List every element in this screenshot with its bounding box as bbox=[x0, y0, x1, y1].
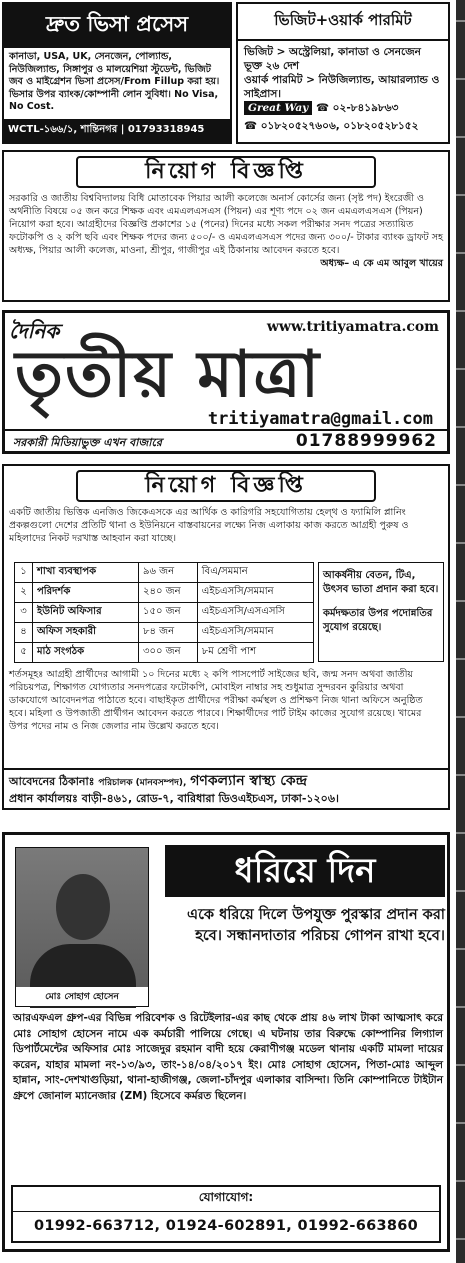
edge-tick bbox=[456, 658, 465, 660]
visa-ad-footer: WCTL-১৬৬/১, শান্তিনগর | 01793318945 bbox=[4, 119, 230, 142]
post-count: ৮৪ জন bbox=[139, 623, 198, 643]
edge-tick bbox=[456, 890, 465, 892]
edge-tick bbox=[456, 426, 465, 428]
organization-name: গণকল্যান স্বাস্থ্য কেন্দ্র bbox=[190, 773, 308, 789]
visa-ad-title: দ্রুত ভিসা প্রসেস bbox=[4, 4, 230, 48]
edge-tick bbox=[456, 368, 465, 370]
email-address: tritiyamatra@gmail.com bbox=[207, 409, 433, 429]
notice-text: সরকারি ও জাতীয় বিশ্ববিদ্যালয় বিধি মোতাবেক পিয়ার আলী কলেজে অনার্স কোর্সের জন্য (সৃষ্ট পদ) ইংরেজী ও অর্থনীতি বিষয়ে ০৫ জন করে শিক্ষক এবং এমএলএসএস (পিয়ন) এর শূণ্য পদে ০২ জন এমএলএসএস (পিয়ন) নিয়োগ করা হবে। আগ্রহীদের বিজ্ঞপ্তি প্রকাশের ১৫ (পনের) দিনের মধ্যে সকল পরীক্ষার সনদ পত্রের সত্যায়িত ফটোকপি ও ২ কপি ছবি এবং শিক্ষক পদের জন্য ৫০০/- ও এমএলএসএস পদের জন্য ৩০০/- টাকার ব্যাংক ড্রাফট সহ অধ্যক্ষ, পিয়ার আলী কলেজ, মাওনা, শ্রীপুর, গাজীপুর এই ঠিকানায় আবেদন করতে হবে। bbox=[9, 193, 444, 256]
dainik-bottom-bar bbox=[5, 429, 447, 451]
posts-table bbox=[14, 562, 314, 663]
reward-text: একে ধরিয়ে দিলে উপযুক্ত পুরস্কার প্রদান করা হবে। সন্ধানদাতার পরিচয় গোপন রাখা হবে। bbox=[187, 907, 445, 944]
post-row bbox=[15, 603, 314, 623]
edge-tick bbox=[456, 310, 465, 312]
contact-box bbox=[11, 1185, 441, 1243]
edge-tick bbox=[456, 78, 465, 80]
edge-tick bbox=[456, 948, 465, 950]
visit-ad-phone-a: ☎ ০২-৮৪১৯৮৬৩ bbox=[315, 102, 399, 114]
address-label: আবেদনের ঠিকানাঃ bbox=[9, 775, 95, 788]
post-row bbox=[15, 623, 314, 643]
post-name: ইউনিট অফিসার bbox=[33, 603, 139, 623]
post-name: অফিস সহকারী bbox=[33, 623, 139, 643]
newspaper-logo: তৃতীয় মাত্রা bbox=[15, 337, 322, 412]
post-row bbox=[15, 563, 314, 583]
post-qualification: ৮ম শ্রেণী পাশ bbox=[197, 643, 313, 663]
visa-ad-body: কানাডা, USA, UK, সেনজেন, পোল্যান্ড, নিউজিল্যান্ড, সিঙ্গাপুর ও মালয়েশিয়া স্টুডেন্ট, ভিজিট জব ও মাইগ্রেশন ভিসা প্রসেস/From Fillup করা হয়। ভিসার উপর ব্যাংক/কোম্পানী লোন সুবিধা। No Visa, No Cost. bbox=[9, 51, 220, 112]
notice-body bbox=[4, 190, 448, 272]
great-way-logo: Great Way bbox=[244, 101, 312, 115]
visit-ad-line2: ওয়ার্ক পারমিট > নিউজিল্যান্ড, আয়ারল্যান্ড ও সাইপ্রাস। bbox=[244, 74, 440, 100]
notice-signer: অধ্যক্ষ– এ কে এম আবুল খায়ের bbox=[320, 258, 443, 269]
photo-caption: মোঃ সোহাগ হোসেন bbox=[16, 987, 148, 1006]
post-name: মাঠ সংগঠক bbox=[33, 643, 139, 663]
visit-ad-brand-row bbox=[244, 101, 442, 115]
post-serial: ২ bbox=[15, 583, 33, 603]
wanted-headline: ধরিয়ে দিন bbox=[165, 845, 445, 897]
notice-banner: নিয়োগ বিজ্ঞপ্তি bbox=[76, 156, 376, 188]
edge-tick bbox=[456, 1064, 465, 1066]
recruitment-notice-ngo bbox=[2, 464, 450, 810]
visit-ad-line1: ভিজিট > অস্ট্রেলিয়া, কানাডা ও সেনজেন ভূক্ত ২৬ দেশ bbox=[244, 46, 421, 72]
post-serial: ৪ bbox=[15, 623, 33, 643]
tritiya-matra-ad bbox=[2, 310, 450, 454]
website-url: www.tritiyamatra.com bbox=[266, 319, 439, 335]
edge-tick bbox=[456, 1122, 465, 1124]
application-address bbox=[4, 768, 448, 808]
post-serial: ১ bbox=[15, 563, 33, 583]
edge-tick bbox=[456, 1180, 465, 1182]
wanted-story: আরএফএল গ্রুপ-এর বিভিন্ন পরিবেশক ও রিটেইলার-এর কাছ থেকে প্রায় ৪৬ লাখ টাকা আত্মসাৎ করে মোঃ সোহাগ হোসেন নামে এক কর্মচারী পালিয়ে গেছে। এ ঘটনায় তার বিরুদ্ধে কোম্পানির লিগ্যাল ডিপার্টমেন্টের অফিসার মোঃ সাজেদুর রহমান বাদী হয়ে কেরাণীগঞ্জ মডেল থানায় একটি মামলা দায়ের করেন, যাহার মামলা নং-১৩/৯৩, তাং-১৪/০৪/২০১৭ ইং। মোঃ সোহাগ হোসেন, পিতা-মোঃ আব্দুল হান্নান, সাং-দেশখাগুড়িয়া, থানা-হাজীগঞ্জ, জেলা-চাঁদপুর এলাকার বাসিন্দা। তিনি কোম্পানিতে টাইটান গ্রুপে জোনাল ম্যানেজার (ZM) হিসেবে কর্মরত ছিলেন। bbox=[13, 1012, 443, 1102]
benefit-salary: আকর্ষনীয় বেতন, টিএ, উৎসব ভাতা প্রদান করা হবে। bbox=[323, 570, 439, 595]
post-count: ১৫০ জন bbox=[139, 603, 198, 623]
edge-tick bbox=[456, 600, 465, 602]
notice-banner: নিয়োগ বিজ্ঞপ্তি bbox=[76, 470, 376, 502]
edge-tick bbox=[456, 716, 465, 718]
post-name: পরিদর্শক bbox=[33, 583, 139, 603]
benefits-box bbox=[318, 562, 444, 662]
contact-numbers: 01992-663712, 01924-602891, 01992-663860 bbox=[33, 1218, 419, 1234]
visit-ad-body bbox=[238, 41, 448, 119]
benefit-promotion: কর্মদক্ষতার উপর পদোন্নতির সুযোগ রয়েছে। bbox=[323, 608, 433, 633]
edge-tick bbox=[456, 774, 465, 776]
post-serial: ৫ bbox=[15, 643, 33, 663]
notice-terms: শর্তসমূহঃ আগ্রহী প্রার্থীদের আগামী ১০ দিনের মধ্যে ২ কপি পাসপোর্ট সাইজের ছবি, জন্ম সনদ অথবা জাতীয় পরিচয়পত্র, শিক্ষাগত যোগ্যতার সনদপত্রের ফটোকপি, মোবাইল নাম্বার সহ শুধুমাত্র সুন্দরবন কুরিয়ার অথবা ডাকযোগে আবেদনপত্র পাঠাতে হবে। বাছাইকৃত প্রার্থীদের পরীক্ষা কর্মস্থল ও প্রশিক্ষণ নিজ থানা অফিসে অনুষ্ঠিত হবে। মহিলা ও উপজাতী প্রার্থীগন আবেদন করতে পারবে। শিক্ষার্থীদের পার্ট টাইম কাজের সুযোগ রয়েছে। খামের উপর পদের নাম ও নিজ জেলার নাম উল্লেখ করতে হবে। bbox=[9, 669, 423, 732]
dainik-slogan: সরকারী মিডিয়াভুক্ত এখন বাজারে bbox=[13, 436, 162, 449]
post-row bbox=[15, 643, 314, 663]
edge-tick bbox=[456, 832, 465, 834]
edge-tick bbox=[456, 542, 465, 544]
visit-ad-phones: ☎ ০১৮২০৫২৭৬০৬, ০১৮২০৫২৮১৫২ bbox=[244, 120, 419, 132]
edge-tick bbox=[456, 1238, 465, 1240]
visa-process-ad bbox=[2, 2, 232, 144]
edge-tick bbox=[456, 20, 465, 22]
wanted-notice bbox=[2, 832, 450, 1252]
post-name: শাখা ব্যবস্থাপক bbox=[33, 563, 139, 583]
address-to: পরিচালক (মানবসম্পদ), bbox=[98, 778, 187, 788]
photo-head-shape bbox=[56, 874, 110, 940]
edge-tick bbox=[456, 194, 465, 196]
post-row bbox=[15, 583, 314, 603]
edge-tick bbox=[456, 484, 465, 486]
post-qualification: বিএ/সমমান bbox=[197, 563, 313, 583]
post-qualification: এইচএসসি/সমমান bbox=[197, 623, 313, 643]
post-count: ৯৬ জন bbox=[139, 563, 198, 583]
post-count: ৩০০ জন bbox=[139, 643, 198, 663]
post-qualification: এইচএসসি/এসএসসি bbox=[197, 603, 313, 623]
head-office: প্রধান কার্যালয়ঃ বাড়ী-৪৬১, রোড-৭, বারিধারা ডিওএইচএস, ঢাকা-১২০৬। bbox=[9, 792, 339, 805]
edge-tick bbox=[456, 136, 465, 138]
recruitment-notice-college bbox=[2, 150, 450, 302]
visit-ad-title: ভিজিট+ওয়ার্ক পারমিট bbox=[238, 4, 448, 41]
contact-label: যোগাযোগ: bbox=[13, 1187, 439, 1212]
suspect-photo bbox=[15, 847, 149, 1007]
post-serial: ৩ bbox=[15, 603, 33, 623]
dainik-tag: দৈনিক bbox=[9, 319, 60, 343]
post-count: ২৪০ জন bbox=[139, 583, 198, 603]
page-edge-strip bbox=[456, 0, 465, 1263]
edge-tick bbox=[456, 252, 465, 254]
dainik-phone: 01788999962 bbox=[295, 431, 437, 451]
notice-intro: একটি জাতীয় ভিত্তিক এনজিও জিকেএসকে এর আর্থিক ও কারিগরি সহযোগিতায় হেল্থ ও ফ্যামিলি প্লানিং প্রকল্পগুলো দেশের প্রতিটি থানা ও ইউনিয়নে বাস্তবায়নের লক্ষ্যে নিজ এলাকায় কাজ করতে আগ্রহী পুরুষ ও মহিলাদের নিকট দরখাস্ত আহবান করা যাচ্ছে। bbox=[9, 507, 409, 544]
edge-tick bbox=[456, 1006, 465, 1008]
visit-work-permit-ad bbox=[236, 2, 450, 144]
post-qualification: এইচএসসি/সমমান bbox=[197, 583, 313, 603]
